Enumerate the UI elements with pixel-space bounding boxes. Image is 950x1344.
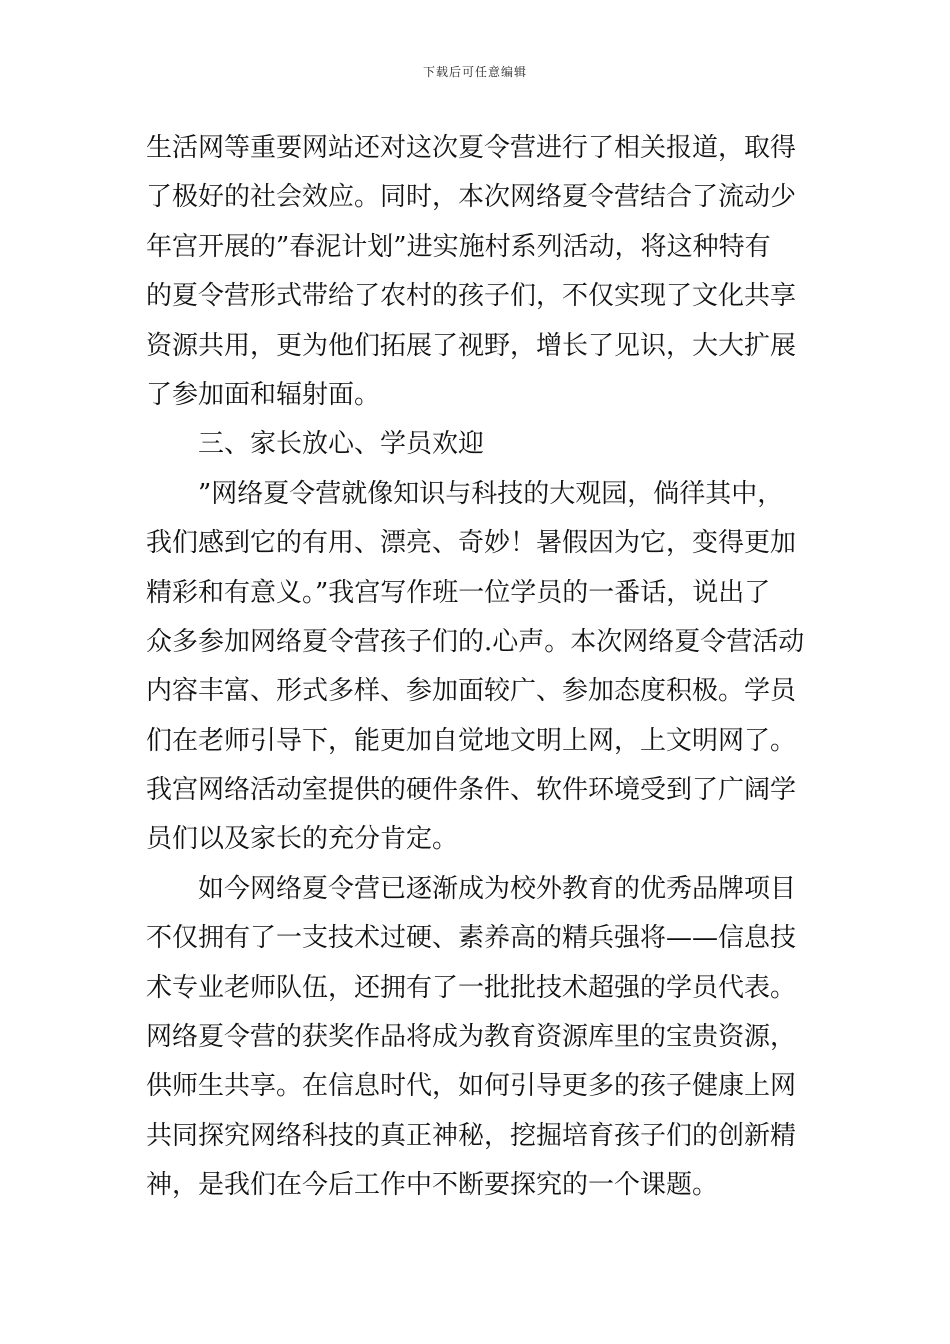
document-body xyxy=(146,124,810,1211)
text-line: 们在老师引导下，能更加自觉地文明上网，上文明网了。 xyxy=(146,725,797,756)
text-line: 供师生共享。在信息时代，如何引导更多的孩子健康上网 xyxy=(146,1071,797,1102)
text-line: 员们以及家长的充分肯定。 xyxy=(146,824,459,855)
text-line: 术专业老师队伍，还拥有了一批批技术超强的学员代表。 xyxy=(146,972,797,1003)
page-header-note: 下载后可任意编辑 xyxy=(422,65,527,79)
text-line: 的夏令营形式带给了农村的孩子们，不仅实现了文化共享 xyxy=(146,281,797,312)
text-line: 了参加面和辐射面。 xyxy=(146,379,381,410)
text-line: 众多参加网络夏令营孩子们的.心声。本次网络夏令营活动 xyxy=(146,626,805,657)
text-line: 我们感到它的有用、漂亮、奇妙！暑假因为它，变得更加 xyxy=(146,528,797,559)
section-heading: 三、家长放心、学员欢迎 xyxy=(198,429,485,460)
text-line: 如今网络夏令营已逐渐成为校外教育的优秀品牌项目 xyxy=(198,873,797,904)
text-line: 年宫开展的”春泥计划”进实施村系列活动，将这种特有 xyxy=(146,231,771,262)
text-line: ”网络夏令营就像知识与科技的大观园，倘徉其中， xyxy=(198,478,784,509)
text-line: 精彩和有意义。”我宫写作班一位学员的一番话，说出了 xyxy=(146,577,771,608)
text-line: 我宫网络活动室提供的硬件条件、软件环境受到了广阔学 xyxy=(146,775,797,806)
text-line: 共同探究网络科技的真正神秘，挖掘培育孩子们的创新精 xyxy=(146,1120,797,1151)
text-line: 了极好的社会效应。同时，本次网络夏令营结合了流动少 xyxy=(146,182,797,213)
text-line: 网络夏令营的获奖作品将成为教育资源库里的宝贵资源， xyxy=(146,1022,797,1053)
text-line: 神，是我们在今后工作中不断要探究的一个课题。 xyxy=(146,1170,719,1201)
text-line: 内容丰富、形式多样、参加面较广、参加态度积极。学员 xyxy=(146,676,797,707)
text-line: 不仅拥有了一支技术过硬、素养高的精兵强将——信息技 xyxy=(146,923,797,954)
text-line: 资源共用，更为他们拓展了视野，增长了见识，大大扩展 xyxy=(146,330,797,361)
text-line: 生活网等重要网站还对这次夏令营进行了相关报道，取得 xyxy=(146,133,797,163)
